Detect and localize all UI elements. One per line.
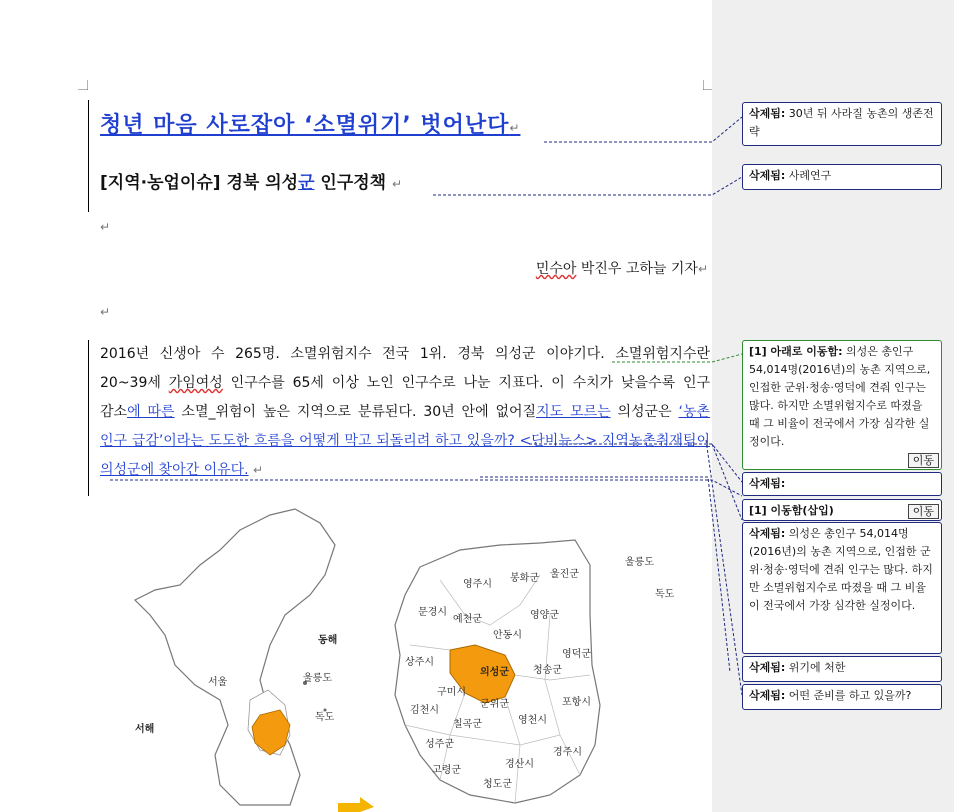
inserted-text: ‘농촌 인구 급감’이라는 도도한 흐름을 어떻게 막고 되돌리려 하고 있을까? <단비뉴스> 지역농촌취재팀이 의성군에 찾아간 이유다. — [100, 404, 710, 478]
ulleung-label: 울릉도 — [625, 557, 654, 568]
sea-east-label: 동해 — [318, 635, 338, 646]
body-paragraph[interactable]: 2016년 신생아 수 265명. 소멸위험지수 전국 1위. 경북 의성군 이야기다. 소멸위험지수란 20~39세 가임여성 인구수를 65세 이상 노인 인구수로 나눈 지표다. 이 수치가 낮을수록 인구 감소에 따른 소멸_위험이 높은 지역으로 분류된다. 30년 안에 없어질지도 모르는 의성군은 ‘농촌 인구 급감’이라는 도도한 흐름을 어떻게 막고 되돌리려 하고 있을까? <단비뉴스> 지역농촌취재팀이 의성군에 찾아간 이유다. ↵ — [100, 346, 710, 478]
ulleung-label-small: 울릉도 — [303, 673, 332, 684]
seoul-label: 서울 — [208, 677, 228, 688]
region-label: 영덕군 — [562, 649, 591, 660]
misspelled-word: 민수아 — [535, 261, 577, 277]
region-label: 울진군 — [550, 569, 579, 580]
comment-moved-to[interactable]: [1] 이동함(삽입) 이동 — [742, 499, 942, 521]
region-label: 경산시 — [505, 759, 534, 770]
move-button[interactable]: 이동 — [908, 504, 939, 519]
region-label: 문경시 — [418, 607, 447, 618]
region-label: 고령군 — [432, 765, 461, 776]
region-label: 포항시 — [562, 697, 591, 708]
dokdo-label-small: 독도 — [315, 712, 335, 723]
comment-moved-from[interactable]: [1] 아래로 이동함: 의성은 총인구 54,014명(2016년)의 농촌 지역으로, 인접한 군위·청송·영덕에 견줘 인구는 많다. 하지만 소멸위험지수로 따졌을 때 그 비율이 전국에서 가장 심각한 실정이다. 이동 — [742, 340, 942, 470]
comment-deleted-1[interactable]: 삭제됨: 30년 뒤 사라질 농촌의 생존전략 — [742, 102, 942, 146]
region-label: 상주시 — [405, 657, 434, 668]
article-subtitle[interactable]: [지역·농업이슈] 경북 의성군 인구정책 ↵ — [100, 173, 403, 193]
region-label: 영양군 — [530, 610, 559, 621]
region-label: 봉화군 — [510, 573, 539, 584]
comment-deleted-4[interactable]: 삭제됨: 의성은 총인구 54,014명(2016년)의 농촌 지역으로, 인접한 군위·청송·영덕에 견줘 인구는 많다. 하지만 소멸위험지수로 따졌을 때 그 비율이 전국에서 가장 심각한 실정이다. — [742, 522, 942, 654]
uiseong-label: 의성군 — [480, 667, 509, 678]
region-label: 영주시 — [463, 579, 492, 590]
inserted-text: 에 따른 — [127, 404, 175, 420]
region-label: 영천시 — [518, 715, 547, 726]
region-label: 칠곡군 — [453, 719, 482, 730]
article-title[interactable]: 청년 마음 사로잡아 ‘소멸위기’ 벗어난다↵ — [100, 113, 521, 138]
region-label: 청도군 — [483, 779, 512, 790]
comment-deleted-2[interactable]: 삭제됨: 사례연구 — [742, 164, 942, 190]
region-label: 안동시 — [493, 630, 522, 641]
comment-deleted-5[interactable]: 삭제됨: 위기에 처한 — [742, 656, 942, 682]
region-label: 예천군 — [453, 614, 482, 625]
region-label: 성주군 — [425, 739, 454, 750]
region-label: 청송군 — [533, 665, 562, 676]
region-label: 김천시 — [410, 705, 439, 716]
byline[interactable]: 민수아 박진우 고하늘 기자↵ — [535, 261, 708, 277]
move-button[interactable]: 이동 — [908, 453, 939, 468]
misspelled-word: 가임여성 — [168, 375, 223, 391]
comment-deleted-6[interactable]: 삭제됨: 어떤 준비를 하고 있을까? — [742, 684, 942, 710]
region-label: 군위군 — [480, 699, 509, 710]
comment-deleted-3[interactable]: 삭제됨: — [742, 472, 942, 496]
sea-west-label: 서해 — [135, 724, 155, 735]
inserted-text: 지도 모르는 — [536, 404, 611, 420]
region-label: 구미시 — [437, 687, 466, 698]
dokdo-label: 독도 — [655, 589, 675, 600]
inserted-text: 군 — [298, 173, 315, 193]
region-label: 경주시 — [553, 747, 582, 758]
empty-paragraph[interactable]: ↵ — [100, 305, 111, 319]
empty-paragraph[interactable]: ↵ — [100, 220, 111, 234]
